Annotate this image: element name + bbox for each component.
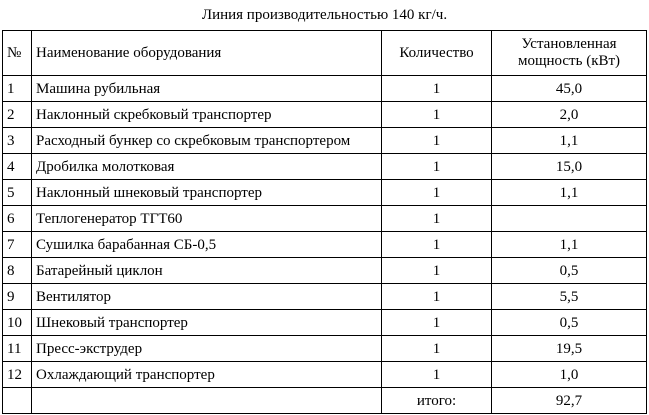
total-empty-name-cell [32, 388, 382, 414]
equipment-quantity: 1 [382, 336, 492, 362]
table-row [3, 310, 647, 336]
equipment-power: 45,0 [492, 76, 647, 102]
table-row [3, 258, 647, 284]
table-row [3, 336, 647, 362]
header-equipment-name: Наименование оборудования [32, 31, 382, 76]
row-number: 8 [3, 258, 32, 284]
equipment-power: 0,5 [492, 258, 647, 284]
equipment-name: Батарейный циклон [32, 258, 382, 284]
equipment-name: Шнековый транспортер [32, 310, 382, 336]
document-title: Линия производительностью 140 кг/ч. [201, 7, 448, 23]
equipment-name: Наклонный скребковый транспортер [32, 102, 382, 128]
row-number: 9 [3, 284, 32, 310]
equipment-power [492, 206, 647, 232]
table-row [3, 180, 647, 206]
row-number: 4 [3, 154, 32, 180]
equipment-power: 0,5 [492, 310, 647, 336]
equipment-quantity: 1 [382, 232, 492, 258]
equipment-quantity: 1 [382, 362, 492, 388]
table-row [3, 76, 647, 102]
header-quantity: Количество [382, 31, 492, 76]
equipment-quantity: 1 [382, 102, 492, 128]
total-empty-number-cell [3, 388, 32, 414]
equipment-name: Пресс-экструдер [32, 336, 382, 362]
equipment-power: 15,0 [492, 154, 647, 180]
equipment-power: 1,1 [492, 232, 647, 258]
equipment-quantity: 1 [382, 128, 492, 154]
equipment-power: 5,5 [492, 284, 647, 310]
total-value: 92,7 [492, 388, 647, 414]
row-number: 6 [3, 206, 32, 232]
equipment-quantity: 1 [382, 76, 492, 102]
equipment-name: Теплогенератор ТГТ60 [32, 206, 382, 232]
equipment-quantity: 1 [382, 284, 492, 310]
table-row [3, 362, 647, 388]
table-row [3, 232, 647, 258]
equipment-name: Наклонный шнековый транспортер [32, 180, 382, 206]
equipment-quantity: 1 [382, 310, 492, 336]
equipment-power: 2,0 [492, 102, 647, 128]
equipment-name: Сушилка барабанная СБ-0,5 [32, 232, 382, 258]
equipment-power: 1,1 [492, 128, 647, 154]
table-row [3, 206, 647, 232]
table-row [3, 154, 647, 180]
equipment-power: 19,5 [492, 336, 647, 362]
table-row [3, 128, 647, 154]
header-installed-power: Установленная мощность (кВт) [492, 31, 647, 76]
equipment-power: 1,1 [492, 180, 647, 206]
row-number: 11 [3, 336, 32, 362]
table-row [3, 102, 647, 128]
row-number: 2 [3, 102, 32, 128]
total-label: итого: [382, 388, 492, 414]
equipment-name: Охлаждающий транспортер [32, 362, 382, 388]
total-row [3, 388, 647, 414]
equipment-name: Машина рубильная [32, 76, 382, 102]
equipment-quantity: 1 [382, 154, 492, 180]
equipment-quantity: 1 [382, 258, 492, 284]
table-body [3, 76, 647, 414]
row-number: 10 [3, 310, 32, 336]
equipment-name: Дробилка молотковая [32, 154, 382, 180]
equipment-quantity: 1 [382, 180, 492, 206]
table-row [3, 284, 647, 310]
equipment-table [2, 30, 647, 414]
equipment-name: Расходный бункер со скребковым транспортером [32, 128, 382, 154]
header-number: № [3, 31, 32, 76]
table-header [3, 31, 647, 76]
row-number: 5 [3, 180, 32, 206]
row-number: 12 [3, 362, 32, 388]
header-row [3, 31, 647, 76]
row-number: 1 [3, 76, 32, 102]
equipment-quantity: 1 [382, 206, 492, 232]
equipment-name: Вентилятор [32, 284, 382, 310]
equipment-power: 1,0 [492, 362, 647, 388]
row-number: 3 [3, 128, 32, 154]
row-number: 7 [3, 232, 32, 258]
